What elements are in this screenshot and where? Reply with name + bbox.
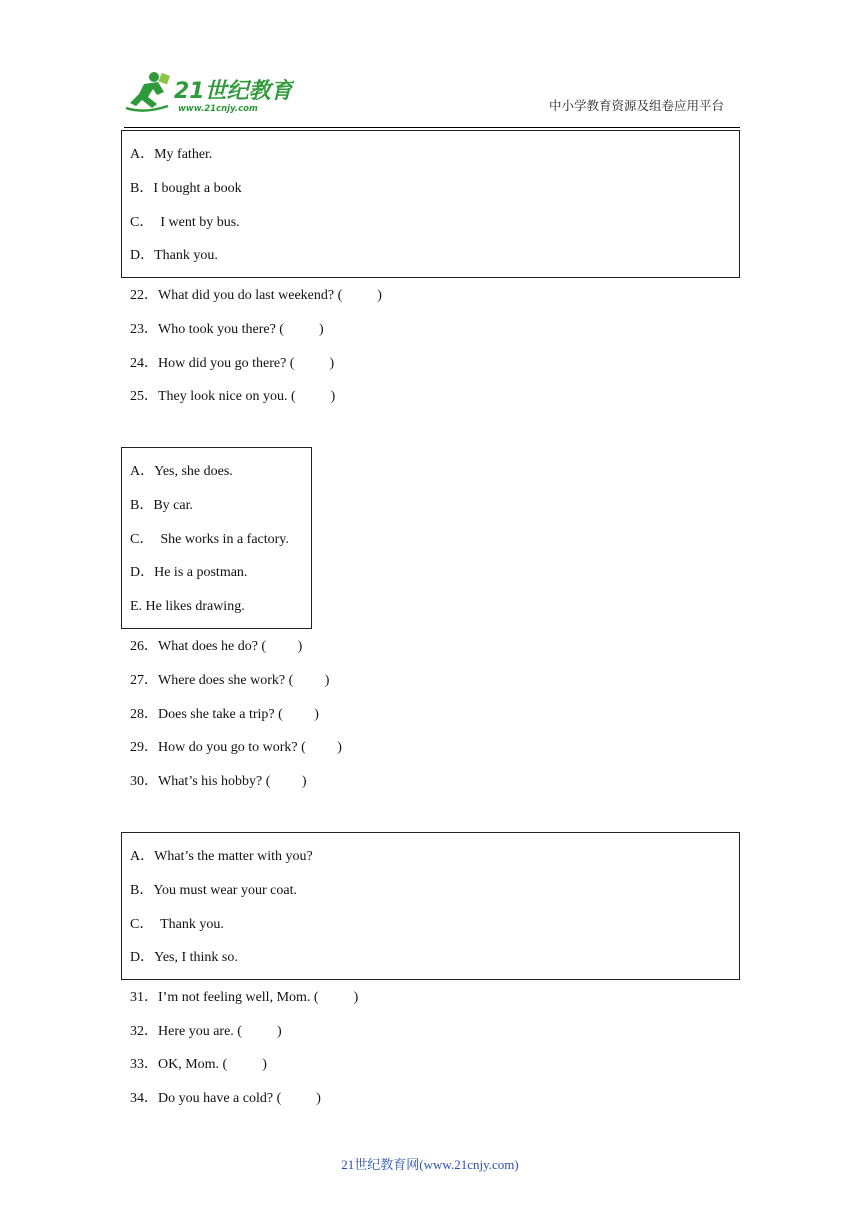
option-b: B．By car. [130, 498, 193, 513]
question-24: 24．How did you go there? ( ) [130, 356, 335, 371]
option-c: C． I went by bus. [130, 215, 240, 230]
option-d: D．Thank you. [130, 248, 218, 263]
option-c: C． She works in a factory. [130, 532, 289, 547]
question-23: 23．Who took you there? ( ) [130, 322, 324, 337]
question-33: 33．OK, Mom. ( ) [130, 1057, 267, 1072]
options-box-3 [121, 832, 740, 980]
header-divider [124, 127, 740, 128]
option-a: A．My father. [130, 147, 213, 162]
question-28: 28．Does she take a trip? ( ) [130, 707, 319, 722]
question-30: 30．What’s his hobby? ( ) [130, 774, 307, 789]
option-b: B．I bought a book [130, 181, 242, 196]
logo-text: 21世纪教育 [174, 79, 293, 104]
option-d: D．He is a postman. [130, 565, 248, 580]
question-29: 29．How do you go to work? ( ) [130, 740, 342, 755]
question-32: 32．Here you are. ( ) [130, 1024, 282, 1039]
options-box-1 [121, 130, 740, 278]
option-c: C． Thank you. [130, 917, 224, 932]
question-25: 25．They look nice on you. ( ) [130, 389, 336, 404]
brand-line: 中小学教育资源及组卷应用平台 [549, 99, 725, 113]
option-d: D．Yes, I think so. [130, 950, 238, 965]
option-b: B．You must wear your coat. [130, 883, 297, 898]
question-31: 31．I’m not feeling well, Mom. ( ) [130, 990, 359, 1005]
footer-link[interactable]: 21世纪教育网(www.21cnjy.com) [341, 1157, 519, 1172]
question-26: 26．What does he do? ( ) [130, 639, 303, 654]
option-e: E. He likes drawing. [130, 599, 245, 614]
logo [124, 70, 294, 114]
question-22: 22．What did you do last weekend? ( ) [130, 288, 382, 303]
logo-url: www.21cnjy.com [178, 104, 258, 114]
question-34: 34．Do you have a cold? ( ) [130, 1091, 321, 1106]
runner-logo-icon [124, 70, 294, 114]
question-27: 27．Where does she work? ( ) [130, 673, 330, 688]
option-a: A．Yes, she does. [130, 464, 233, 479]
options-box-2 [121, 447, 312, 629]
option-a: A．What’s the matter with you? [130, 849, 313, 864]
